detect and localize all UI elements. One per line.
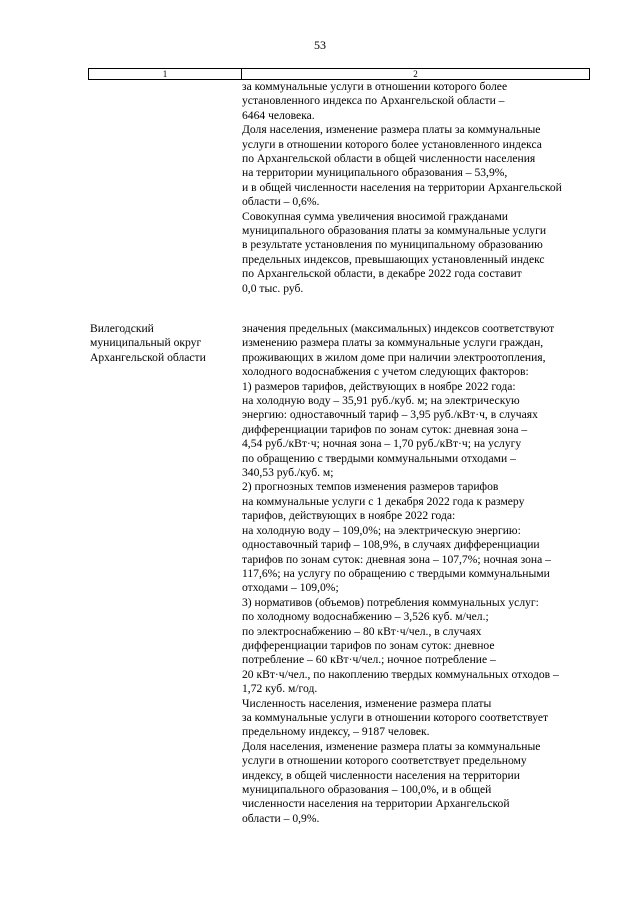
text-line: по Архангельской области, в декабре 2022 года составит: [242, 267, 522, 281]
municipality-line: муниципальный округ: [90, 336, 202, 350]
text-line: 340,53 руб./куб. м;: [242, 466, 334, 480]
text-line: 4,54 руб./кВт·ч; ночная зона – 1,70 руб./кВт·ч; на услугу: [242, 437, 522, 451]
text-line: на холодную воду – 35,91 руб./куб. м; на электрическую: [242, 394, 520, 408]
text-line: холодного водоснабжения с учетом следующих факторов:: [242, 365, 529, 379]
text-line: услуги в отношении которого более установленного индекса: [242, 137, 542, 151]
municipality-line: Архангельской области: [90, 350, 206, 364]
text-line: муниципального образования платы за коммунальные услуги: [242, 224, 547, 238]
municipality-description-block: [242, 322, 602, 826]
page-number: 53: [314, 38, 326, 52]
text-line: Совокупная сумма увеличения вносимой гражданами: [242, 209, 508, 223]
table-header-row: [88, 68, 590, 80]
text-line: 117,6%; на услугу по обращению с твердыми коммунальными: [242, 566, 550, 580]
text-line: 2) прогнозных темпов изменения размеров тарифов: [242, 480, 499, 494]
text-line: по холодному водоснабжению – 3,526 куб. м/чел.;: [242, 610, 489, 624]
text-line: дифференциации тарифов по зонам суток: дневное: [242, 638, 495, 652]
text-line: Численность населения, изменение размера платы: [242, 696, 492, 710]
text-line: Доля населения, изменение размера платы за коммунальные: [242, 739, 541, 753]
text-line: проживающих в жилом доме при наличии электроотопления,: [242, 350, 546, 364]
text-line: за коммунальные услуги в отношении которого соответствует: [242, 710, 549, 724]
text-line: потребление – 60 кВт·ч/чел.; ночное потребление –: [242, 653, 496, 667]
text-line: 1,72 куб. м/год.: [242, 682, 318, 696]
text-line: значения предельных (максимальных) индексов соответствуют: [242, 322, 555, 335]
text-line: дифференциации тарифов по зонам суток: дневная зона –: [242, 422, 528, 436]
text-line: услуги в отношении которого соответствует предельному: [242, 754, 527, 768]
text-line: и в общей численности населения на территории Архангельской: [242, 180, 562, 194]
text-line: 6464 человека.: [242, 108, 315, 122]
text-line: тарифов по зонам суток: дневная зона – 107,7%; ночная зона –: [242, 552, 551, 566]
text-line: 0,0 тыс. руб.: [242, 281, 304, 295]
table-header-col1: 1: [89, 69, 242, 79]
text-line: на коммунальные услуги с 1 декабря 2022 года к размеру: [242, 494, 525, 508]
text-line: одноставочный тариф – 108,9%, в случаях дифференциации: [242, 538, 540, 552]
text-line: по обращению с твердыми коммунальными отходами –: [242, 451, 516, 465]
text-line: области – 0,9%.: [242, 811, 320, 825]
text-line: в результате установления по муниципальному образованию: [242, 238, 543, 252]
text-line: по электроснабжению – 80 кВт·ч/чел., в случаях: [242, 624, 482, 638]
text-line: за коммунальные услуги в отношении которого более: [242, 80, 508, 93]
text-line: энергию: одноставочный тариф – 3,95 руб./кВт·ч, в случаях: [242, 408, 538, 422]
text-line: 20 кВт·ч/чел., по накоплению твердых коммунальных отходов –: [242, 667, 559, 681]
text-line: предельных индексов, превышающих установленный индекс: [242, 252, 545, 266]
text-line: численности населения на территории Архангельской: [242, 797, 510, 811]
text-line: тарифов, действующих в ноябре 2022 года:: [242, 509, 456, 523]
text-line: Доля населения, изменение размера платы за коммунальные: [242, 123, 541, 137]
text-line: муниципального образования – 100,0%, и в общей: [242, 783, 492, 796]
continued-text-block: [242, 80, 602, 296]
text-line: на территории муниципального образования – 53,9%,: [242, 166, 508, 180]
text-line: индексу, в общей численности населения на территории: [242, 768, 520, 782]
text-line: отходами – 109,0%;: [242, 581, 339, 595]
text-line: установленного индекса по Архангельской области –: [242, 94, 505, 108]
text-line: области – 0,6%.: [242, 195, 320, 209]
table-header-col2: 2: [413, 69, 418, 79]
municipality-line: Вилегодский: [90, 322, 154, 335]
text-line: на холодную воду – 109,0%; на электрическую энергию:: [242, 523, 521, 537]
municipality-name: [90, 322, 235, 365]
text-line: 3) нормативов (объемов) потребления коммунальных услуг:: [242, 595, 539, 609]
text-line: по Архангельской области в общей численности населения: [242, 152, 536, 166]
text-line: предельному индексу, – 9187 человек.: [242, 725, 430, 739]
text-line: изменению размера платы за коммунальные услуги граждан,: [242, 336, 544, 350]
text-line: 1) размеров тарифов, действующих в ноябре 2022 года:: [242, 379, 516, 393]
